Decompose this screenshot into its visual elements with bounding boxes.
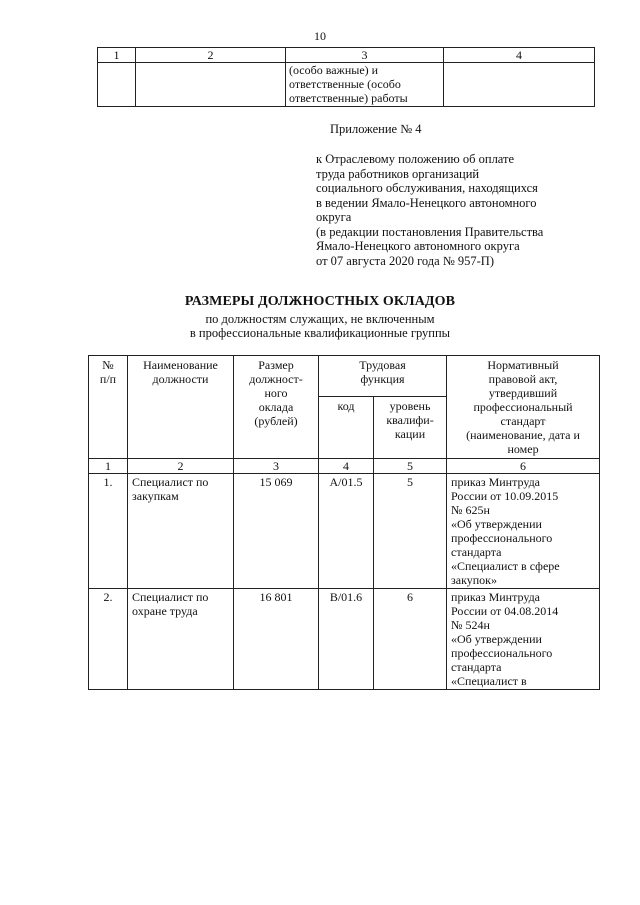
basis-line: в ведении Ямало-Ненецкого автономного — [316, 195, 537, 210]
header-row — [89, 356, 600, 397]
basis-line: от 07 августа 2020 года № 957-П) — [316, 253, 494, 268]
appendix-basis — [316, 152, 616, 268]
row-number: 1. — [89, 474, 128, 589]
column-number: 3 — [234, 459, 319, 474]
empty-cell — [98, 63, 136, 107]
position-name: Специалист по охране труда — [128, 589, 234, 690]
cell-line: ответственные (особо — [289, 77, 401, 91]
header-num: № п/п — [89, 356, 128, 459]
column-number-row — [89, 459, 600, 474]
cell-line: ответственные) работы — [289, 91, 408, 105]
column-number: 6 — [447, 459, 600, 474]
basis-line: округа — [316, 210, 352, 224]
basis-line: (в редакции постановления Правительства — [316, 224, 544, 239]
column-number: 1 — [89, 459, 128, 474]
basis-line: к Отраслевому положению об оплате — [316, 152, 515, 166]
table-row — [89, 474, 600, 589]
function-code: B/01.6 — [319, 589, 374, 690]
basis-line: труда работников организаций — [316, 166, 480, 181]
column-number-row — [98, 48, 595, 63]
column-number: 1 — [98, 48, 136, 63]
header-position: Наименование должности — [128, 356, 234, 459]
position-name: Специалист по закупкам — [128, 474, 234, 589]
appendix-title: Приложение № 4 — [330, 122, 422, 136]
row-number: 2. — [89, 589, 128, 690]
column-number: 2 — [128, 459, 234, 474]
header-code: код — [319, 397, 374, 459]
qualification-level: 6 — [374, 589, 447, 690]
basis-line: Ямало-Ненецкого автономного округа — [316, 239, 520, 253]
qualification-level: 5 — [374, 474, 447, 589]
salary-value: 16 801 — [234, 589, 319, 690]
basis-line: социального обслуживания, находящихся — [316, 181, 538, 195]
continued-table — [97, 47, 595, 107]
legal-act: приказ Минтруда России от 10.09.2015 № 625н «Об утверждении профессионального стандарта «Специалист в сфере закупок» — [447, 474, 600, 589]
header-standard: Нормативный правовой акт, утвердивший профессиональный стандарт (наименование, дата и номер — [447, 356, 600, 459]
document-subtitle-line: по должностям служащих, не включенным — [205, 312, 435, 326]
column-number: 4 — [444, 48, 595, 63]
column-number: 5 — [374, 459, 447, 474]
function-code: A/01.5 — [319, 474, 374, 589]
header-level: уровень квалифи- кации — [374, 397, 447, 459]
column-number: 3 — [286, 48, 444, 63]
column-number: 2 — [136, 48, 286, 63]
work-description-cell — [286, 63, 444, 107]
header-salary: Размер должност- ного оклада (рублей) — [234, 356, 319, 459]
cell-line: (особо важные) и — [289, 63, 379, 77]
legal-act: приказ Минтруда России от 04.08.2014 № 524н «Об утверждении профессионального стандарта «Специалист в — [447, 589, 600, 690]
document-subtitle-line: в профессиональные квалификационные группы — [189, 326, 451, 340]
table-row — [89, 589, 600, 690]
salary-table — [88, 355, 600, 690]
table-row — [98, 63, 595, 107]
page-number: 10 — [314, 29, 326, 43]
empty-cell — [136, 63, 286, 107]
salary-value: 15 069 — [234, 474, 319, 589]
empty-cell — [444, 63, 595, 107]
document-title: РАЗМЕРЫ ДОЛЖНОСТНЫХ ОКЛАДОВ — [184, 294, 456, 309]
column-number: 4 — [319, 459, 374, 474]
header-labor-function: Трудовая функция — [319, 356, 447, 397]
